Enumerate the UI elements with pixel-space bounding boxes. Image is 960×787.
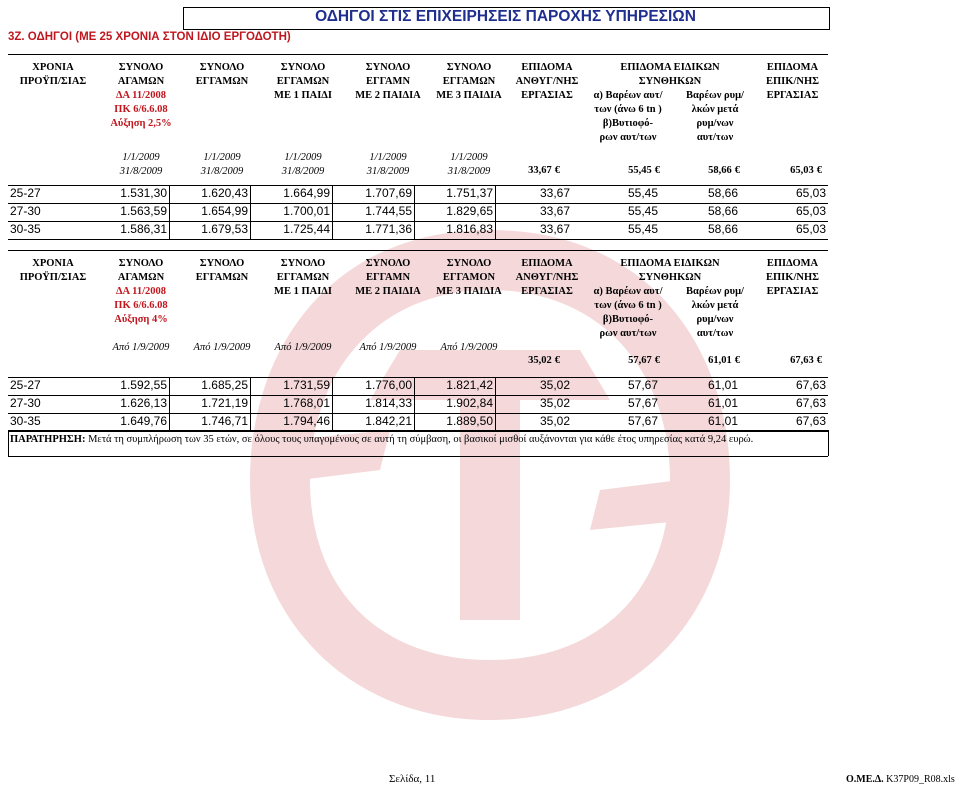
section2-row-2-col-1: 1.649,76: [120, 414, 167, 428]
section1-row-1-col-8: 58,66: [707, 204, 738, 218]
note-right-border: [828, 430, 829, 456]
euro-sign: €: [816, 355, 822, 366]
section2-row-1-col-3: 1.768,01: [283, 396, 330, 410]
section2-header-col1-line-4: Αύξηση 4%: [114, 314, 168, 325]
section1-row-2-col-9: 65,03: [795, 222, 826, 236]
section1-row-1-col-5: 1.829,65: [446, 204, 493, 218]
euro-sign: €: [654, 355, 660, 366]
section2-header-col9-line-0: ΕΠΙΔΟΜΑ: [766, 258, 819, 269]
section2-header-col0-line-0: ΧΡΟΝΙΑ: [32, 258, 74, 269]
section2-date-from-col3: Από 1/9/2009: [274, 342, 332, 353]
section2-header-col4-line-0: ΣΥΝΟΛΟ: [365, 258, 411, 269]
section2-top-border: [8, 250, 828, 251]
section2-header-col7-line-2: β)Βυτιοφό-: [602, 314, 654, 325]
section1-header-special-top-1: ΣΥΝΘΗΚΩΝ: [638, 76, 702, 87]
section1-row-0-col-8: 58,66: [707, 186, 738, 200]
section2-row-1-col-4: 1.814,33: [365, 396, 412, 410]
section1-amount-2: [670, 165, 740, 176]
section1-row-1-col-9: 65,03: [795, 204, 826, 218]
section1-cell-divider: [250, 203, 251, 221]
section1-row-2-col-8: 58,66: [707, 222, 738, 236]
section2-row-2-col-8: 61,01: [707, 414, 738, 428]
section2-header-col7-line-3: ρων αυτ/των: [599, 328, 657, 339]
section1-row-2-col-2: 1.679,53: [201, 222, 248, 236]
section2-header-col0-line-1: ΠΡΟΫΠ/ΣΙΑΣ: [19, 272, 87, 283]
section2-header-col7-line-1: των (άνω 6 tn ): [594, 300, 662, 311]
section2-row-1-col-6: 35,02: [539, 396, 570, 410]
section2-row-1-col-5: 1.902,84: [446, 396, 493, 410]
footer-file: [846, 774, 955, 785]
section1-row-1-years: 27-30: [10, 204, 41, 218]
section2-amount-1: [590, 355, 660, 366]
section1-header-col0-line-0: ΧΡΟΝΙΑ: [32, 62, 74, 73]
section1-header-col3-line-2: ΜΕ 1 ΠΑΙΔΙ: [274, 90, 332, 101]
section2-row-2-col-5: 1.889,50: [446, 414, 493, 428]
section1-row-2-col-5: 1.816,83: [446, 222, 493, 236]
section1-amount-3: [752, 165, 822, 176]
section1-date-to-col5: 31/8/2009: [447, 166, 491, 177]
page-title: ΟΔΗΓΟΙ ΣΤΙΣ ΕΠΙΧΕΙΡΗΣΕΙΣ ΠΑΡΟΧΗΣ ΥΠΗΡΕΣΙΩΝ: [315, 8, 696, 25]
section1-header-col7-line-0: α) Βαρέων αυτ/: [593, 90, 663, 101]
section1-date-from-col4: 1/1/2009: [369, 152, 407, 163]
section2-date-from-col1: Από 1/9/2009: [112, 342, 170, 353]
section1-header-col2-line-1: ΕΓΓΑΜΩΝ: [195, 76, 249, 87]
euro-sign: €: [654, 165, 660, 176]
section2-header-col1-line-3: ΠΚ 6/6.6.08: [114, 300, 168, 311]
section2-header-col1-line-1: ΑΓΑΜΩΝ: [117, 272, 165, 283]
section2-row-0-col-6: 35,02: [539, 378, 570, 392]
euro-sign: €: [554, 355, 560, 366]
section1-row-0-col-6: 33,67: [539, 186, 570, 200]
note-left-border: [8, 430, 9, 456]
footer-filename: K37P09_R08.xls: [883, 774, 955, 785]
section2-header-col8-line-1: λκών μετά: [691, 300, 739, 311]
section2-row-1-years: 27-30: [10, 396, 41, 410]
section2-header-col6-line-0: ΕΠΙΔΟΜΑ: [521, 258, 573, 269]
section1-header-col1-line-4: Αύξηση 2,5%: [110, 118, 172, 129]
section1-row-2-col-3: 1.725,44: [283, 222, 330, 236]
section1-amount-value: 55,45: [628, 165, 652, 176]
section1-header-col9-line-1: ΕΠΙΚ/ΝΗΣ: [766, 76, 819, 87]
section2-amount-3: [752, 355, 822, 366]
section2-row-2-col-2: 1.746,71: [201, 414, 248, 428]
section2-header-col1-line-2: ΔΑ 11/2008: [115, 286, 167, 297]
section1-header-col5-line-0: ΣΥΝΟΛΟ: [446, 62, 492, 73]
section1-row-2-col-4: 1.771,36: [365, 222, 412, 236]
section1-date-from-col5: 1/1/2009: [450, 152, 488, 163]
section1-row-0-col-2: 1.620,43: [201, 186, 248, 200]
section1-date-to-col4: 31/8/2009: [366, 166, 410, 177]
section1-header-col9-line-2: ΕΡΓΑΣΙΑΣ: [766, 90, 819, 101]
section2-row-0-col-4: 1.776,00: [365, 378, 412, 392]
section1-amount-1: [590, 165, 660, 176]
section1-cell-divider: [332, 203, 333, 221]
section2-date-from-col5: Από 1/9/2009: [440, 342, 498, 353]
section1-row-1-col-3: 1.700,01: [283, 204, 330, 218]
section1-header-col8-line-1: λκών μετά: [691, 104, 739, 115]
note-bottom-border: [8, 456, 828, 457]
section1-row-1-col-2: 1.654,99: [201, 204, 248, 218]
section2-row-0-col-7: 57,67: [627, 378, 658, 392]
section1-header-col8-line-0: Βαρέων ρυμ/: [686, 90, 744, 101]
section1-header-col1-line-0: ΣΥΝΟΛΟ: [118, 62, 164, 73]
section1-header-col5-line-1: ΕΓΓΑΜΩΝ: [442, 76, 496, 87]
section1-row-0-col-9: 65,03: [795, 186, 826, 200]
section2-cell-divider: [250, 395, 251, 413]
section2-header-col4-line-1: ΕΓΓΑΜΝ: [365, 272, 411, 283]
section2-row-1-col-8: 61,01: [707, 396, 738, 410]
section1-header-col4-line-2: ΜΕ 2 ΠΑΙΔΙΑ: [355, 90, 421, 101]
section1-row-0-col-1: 1.531,30: [120, 186, 167, 200]
section1-date-from-col2: 1/1/2009: [203, 152, 241, 163]
section2-row-0-col-9: 67,63: [795, 378, 826, 392]
section1-rows-bottom-border: [8, 239, 828, 240]
section1-row-1-col-4: 1.744,55: [365, 204, 412, 218]
section2-header-col8-line-0: Βαρέων ρυμ/: [686, 286, 744, 297]
section1-header-col1-line-2: ΔΑ 11/2008: [115, 90, 167, 101]
euro-sign: €: [816, 165, 822, 176]
section2-amount-2: [670, 355, 740, 366]
section2-header-col7-line-0: α) Βαρέων αυτ/: [593, 286, 663, 297]
section1-header-col0-line-1: ΠΡΟΫΠ/ΣΙΑΣ: [19, 76, 87, 87]
section2-amount-0: [490, 355, 560, 366]
section1-row-0-col-7: 55,45: [627, 186, 658, 200]
section1-header-col9-line-0: ΕΠΙΔΟΜΑ: [766, 62, 819, 73]
euro-sign: €: [554, 165, 560, 176]
section1-header-col3-line-1: ΕΓΓΑΜΩΝ: [276, 76, 330, 87]
section1-row-0-col-3: 1.664,99: [283, 186, 330, 200]
section2-header-special-top-1: ΣΥΝΘΗΚΩΝ: [638, 272, 702, 283]
section1-row-0-col-4: 1.707,69: [365, 186, 412, 200]
section1-header-col1-line-3: ΠΚ 6/6.6.08: [114, 104, 168, 115]
section2-header-col9-line-1: ΕΠΙΚ/ΝΗΣ: [766, 272, 819, 283]
section1-header-col8-line-3: αυτ/των: [696, 132, 734, 143]
section1-header-col6-line-2: ΕΡΓΑΣΙΑΣ: [521, 90, 573, 101]
section1-cell-divider: [332, 185, 333, 203]
section2-header-col3-line-1: ΕΓΓΑΜΩΝ: [276, 272, 330, 283]
section2-row-2-col-4: 1.842,21: [365, 414, 412, 428]
note: [10, 434, 753, 445]
section1-header-col7-line-1: των (άνω 6 tn ): [594, 104, 662, 115]
section1-amount-0: [490, 165, 560, 176]
section2-row-0-col-2: 1.685,25: [201, 378, 248, 392]
section2-header-col8-line-3: αυτ/των: [696, 328, 734, 339]
section1-row-0-col-5: 1.751,37: [446, 186, 493, 200]
section1-amount-value: 33,67: [528, 165, 552, 176]
section2-row-2-col-7: 57,67: [627, 414, 658, 428]
section2-row-1-col-7: 57,67: [627, 396, 658, 410]
section2-cell-divider: [250, 413, 251, 431]
page-number: Σελίδα, 11: [389, 773, 436, 785]
section1-cell-divider: [250, 185, 251, 203]
section1-header-col1-line-1: ΑΓΑΜΩΝ: [117, 76, 165, 87]
section2-amount-value: 67,63: [790, 355, 814, 366]
section2-date-from-col4: Από 1/9/2009: [359, 342, 417, 353]
section2-header-col1-line-0: ΣΥΝΟΛΟ: [118, 258, 164, 269]
section2-header-col4-line-2: ΜΕ 2 ΠΑΙΔΙΑ: [355, 286, 421, 297]
euro-sign: €: [734, 165, 740, 176]
section2-row-2-col-9: 67,63: [795, 414, 826, 428]
section2-header-col3-line-0: ΣΥΝΟΛΟ: [280, 258, 326, 269]
section2-header-col2-line-0: ΣΥΝΟΛΟ: [199, 258, 245, 269]
section1-row-2-col-6: 33,67: [539, 222, 570, 236]
section2-header-col5-line-0: ΣΥΝΟΛΟ: [446, 258, 492, 269]
section2-row-2-years: 30-35: [10, 414, 41, 428]
section1-date-to-col3: 31/8/2009: [281, 166, 325, 177]
section1-row-1-col-7: 55,45: [627, 204, 658, 218]
section2-row-0-col-1: 1.592,55: [120, 378, 167, 392]
section1-row-2-col-7: 55,45: [627, 222, 658, 236]
section1-row-1-col-1: 1.563,59: [120, 204, 167, 218]
section1-header-col2-line-0: ΣΥΝΟΛΟ: [199, 62, 245, 73]
section1-cell-divider: [250, 221, 251, 239]
section1-header-col6-line-1: ΑΝΘΥΓ/ΝΗΣ: [515, 76, 579, 87]
section1-header-col8-line-2: ρυμ/νων: [696, 118, 734, 129]
section1-header-col7-line-2: β)Βυτιοφό-: [602, 118, 654, 129]
section2-rows-bottom-border: [8, 431, 828, 432]
section1-header-col4-line-1: ΕΓΓΑΜΝ: [365, 76, 411, 87]
section2-header-special-top-0: ΕΠΙΔΟΜΑ ΕΙΔΙΚΩΝ: [620, 258, 720, 269]
section2-header-col5-line-1: ΕΓΓΑΜΟΝ: [442, 272, 496, 283]
section2-row-0-col-3: 1.731,59: [283, 378, 330, 392]
section2-row-1-col-9: 67,63: [795, 396, 826, 410]
section1-row-2-col-1: 1.586,31: [120, 222, 167, 236]
section2-row-2-col-3: 1.794,46: [283, 414, 330, 428]
section1-date-to-col1: 31/8/2009: [119, 166, 163, 177]
section2-header-col9-line-2: ΕΡΓΑΣΙΑΣ: [766, 286, 819, 297]
section1-row-1-col-6: 33,67: [539, 204, 570, 218]
section2-header-col6-line-1: ΑΝΘΥΓ/ΝΗΣ: [515, 272, 579, 283]
section2-row-1-col-1: 1.626,13: [120, 396, 167, 410]
section2-header-col2-line-1: ΕΓΓΑΜΩΝ: [195, 272, 249, 283]
section2-row-0-col-5: 1.821,42: [446, 378, 493, 392]
section1-amount-value: 58,66: [708, 165, 732, 176]
section1-amount-value: 65,03: [790, 165, 814, 176]
section2-amount-value: 61,01: [708, 355, 732, 366]
section1-header-special-top-0: ΕΠΙΔΟΜΑ ΕΙΔΙΚΩΝ: [620, 62, 720, 73]
section2-header-col5-line-2: ΜΕ 3 ΠΑΙΔΙΑ: [436, 286, 502, 297]
section2-date-from-col2: Από 1/9/2009: [193, 342, 251, 353]
section1-header-col5-line-2: ΜΕ 3 ΠΑΙΔΙΑ: [436, 90, 502, 101]
section2-row-2-col-6: 35,02: [539, 414, 570, 428]
section2-header-col6-line-2: ΕΡΓΑΣΙΑΣ: [521, 286, 573, 297]
section2-row-1-col-2: 1.721,19: [201, 396, 248, 410]
section1-date-to-col2: 31/8/2009: [200, 166, 244, 177]
section1-date-from-col1: 1/1/2009: [122, 152, 160, 163]
footer-brand: Ο.ΜΕ.Δ.: [846, 774, 884, 785]
section1-header-col3-line-0: ΣΥΝΟΛΟ: [280, 62, 326, 73]
note-text: Μετά τη συμπλήρωση των 35 ετών, σε όλους τους υπαγομένους σε αυτή τη σύμβαση, οι βασικοί μισθοί αυξάνονται για κάθε έτος υπηρεσίας κατά 9,24 ευρώ.: [85, 434, 754, 445]
section2-cell-divider: [332, 413, 333, 431]
section2-header-col8-line-2: ρυμ/νων: [696, 314, 734, 325]
section2-cell-divider: [332, 377, 333, 395]
section1-header-col4-line-0: ΣΥΝΟΛΟ: [365, 62, 411, 73]
section2-cell-divider: [332, 395, 333, 413]
table-top-border: [8, 54, 828, 55]
section2-amount-value: 35,02: [528, 355, 552, 366]
section1-row-0-years: 25-27: [10, 186, 41, 200]
section-subtitle: 3Ζ. ΟΔΗΓΟΙ (ΜΕ 25 ΧΡΟΝΙΑ ΣΤΟΝ ΙΔΙΟ ΕΡΓΟΔΟΤΗ): [8, 31, 291, 43]
euro-sign: €: [734, 355, 740, 366]
note-label: ΠΑΡΑΤΗΡΗΣΗ:: [10, 434, 86, 445]
section2-cell-divider: [250, 377, 251, 395]
section2-header-col3-line-2: ΜΕ 1 ΠΑΙΔΙ: [274, 286, 332, 297]
section1-date-from-col3: 1/1/2009: [284, 152, 322, 163]
section2-amount-value: 57,67: [628, 355, 652, 366]
section1-row-2-years: 30-35: [10, 222, 41, 236]
section2-row-0-years: 25-27: [10, 378, 41, 392]
section2-row-0-col-8: 61,01: [707, 378, 738, 392]
section1-cell-divider: [332, 221, 333, 239]
section1-header-col7-line-3: ρων αυτ/των: [599, 132, 657, 143]
section1-header-col6-line-0: ΕΠΙΔΟΜΑ: [521, 62, 573, 73]
